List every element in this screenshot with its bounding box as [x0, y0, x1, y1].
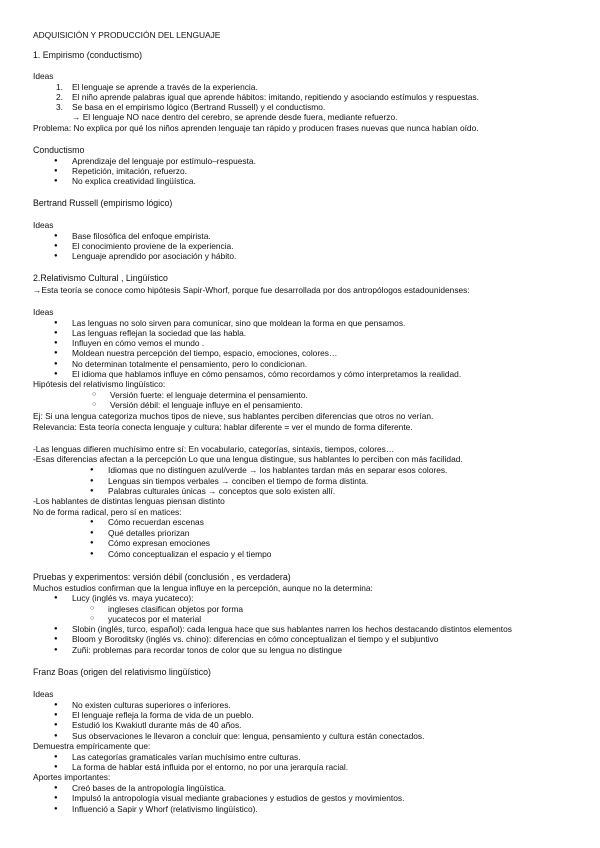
- problema-text: Problema: No explica por qué los niños aprenden lenguaje tan rápido y producen frases nuevas que nunca habían oído.: [33, 123, 479, 133]
- hablantes-text: -Los hablantes de distintas lenguas piensan distinto: [33, 496, 225, 506]
- ideas-label: Ideas: [33, 307, 54, 317]
- list-item: ● No explica creatividad lingüística.: [72, 176, 196, 186]
- relevancia-text: Relevancia: Esta teoría conecta lenguaje y cultura: hablar diferente = ver el mundo de forma diferente.: [33, 422, 413, 432]
- list-item: ● Moldean nuestra percepción del tiempo, espacio, emociones, colores…: [72, 348, 337, 358]
- list-item: ● Qué detalles priorizan: [108, 528, 189, 538]
- relativismo-intro: →Esta teoría se conoce como hipótesis Sapir-Whorf, porque fue desarrollada por dos antropólogos estadounidenses:: [33, 285, 470, 295]
- list-item: ● Sus observaciones le llevaron a concluir que: lengua, pensamiento y cultura están conectados.: [72, 731, 424, 741]
- numbered-item: 3. Se basa en el empirismo lógico (Bertrand Russell) y el conductismo.: [56, 102, 326, 112]
- diferencias-text: -Esas diferencias afectan a la percepción Lo que una lengua distingue, sus hablantes lo perciben con más facilidad.: [33, 454, 463, 464]
- list-item: ● No determinan totalmente el pensamiento, pero lo condicionan.: [72, 359, 307, 369]
- list-item: ● Bloom y Boroditsky (inglés vs. chino): diferencias en cómo conceptualizan el tiempo y el subjuntivo: [72, 634, 438, 644]
- list-item: ● Zuñi: problemas para recordar tonos de color que su lengua no distingue: [72, 645, 342, 655]
- demuestra-label: Demuestra empíricamente que:: [33, 741, 151, 751]
- item-number: 3.: [56, 102, 63, 112]
- list-item: ● No existen culturas superiores o inferiores.: [72, 700, 231, 710]
- section-heading-russell: Bertrand Russell (empirismo lógico): [33, 198, 173, 208]
- list-item: ● Slobin (inglés, turco, español): cada lengua hace que sus hablantes narren los hechos destacando distintos elementos: [72, 624, 512, 634]
- sub-list-item: ○ Versión débil: el lenguaje influye en el pensamiento.: [110, 400, 303, 410]
- list-item: ● Palabras culturales únicas → conceptos que solo existen allí.: [108, 486, 335, 496]
- list-item: ● Las lenguas no solo sirven para comunicar, sino que moldean la forma en que pensamos.: [72, 318, 405, 328]
- list-item: ● Lenguaje aprendido por asociación y hábito.: [72, 251, 236, 261]
- list-item: ● El idioma que hablamos influye en cómo pensamos, cómo recordamos y cómo interpretamos la realidad.: [72, 369, 461, 379]
- list-item: ● Influenció a Sapir y Whorf (relativismo lingüístico).: [72, 804, 258, 814]
- ideas-label: Ideas: [33, 220, 54, 230]
- ideas-label: Ideas: [33, 71, 54, 81]
- list-item: ● Cómo recuerdan escenas: [108, 517, 204, 527]
- sub-list-item: ○ yucatecos por el material: [108, 614, 201, 624]
- list-item: ● Estudió los Kwakiutl durante más de 40 años.: [72, 720, 241, 730]
- list-item: ● Las lenguas reflejan la sociedad que las habla.: [72, 328, 246, 338]
- ejemplo-text: Ej: Si una lengua categoriza muchos tipos de nieve, sus hablantes perciben diferencias que otros no verían.: [33, 411, 434, 421]
- difieren-text: -Las lenguas difieren muchísimo entre sí: En vocabulario, categorías, sintaxis, tiempos, colores…: [33, 444, 395, 454]
- list-item: ● Creó bases de la antropología lingüística.: [72, 783, 226, 793]
- list-item: ● Influyen en cómo vemos el mundo .: [72, 338, 204, 348]
- sub-list-item: ○ ingleses clasifican objetos por forma: [108, 604, 243, 614]
- list-item: ● Lucy (inglés vs. maya yucateco):: [72, 593, 194, 603]
- list-item: ● Las categorías gramaticales varían muchísimo entre culturas.: [72, 752, 301, 762]
- document-title: ADQUISICIÓN Y PRODUCCIÓN DEL LENGUAJE: [33, 30, 221, 40]
- list-item: ● Aprendizaje del lenguaje por estímulo–respuesta.: [72, 156, 256, 166]
- list-item: ● La forma de hablar está influida por el entorno, no por una jerarquía racial.: [72, 762, 348, 772]
- list-item: ● Repetición, imitación, refuerzo.: [72, 166, 187, 176]
- section-heading-pruebas: Pruebas y experimentos: versión débil (conclusión , es verdadera): [33, 572, 291, 582]
- numbered-item: 2. El niño aprende palabras igual que aprende hábitos: imitando, repitiendo y asociando estímulos y respuestas.: [56, 92, 479, 102]
- list-item: ● Cómo conceptualizan el espacio y el tiempo: [108, 549, 271, 559]
- arrow-note: → El lenguaje NO nace dentro del cerebro, se aprende desde fuera, mediante refuerzo.: [72, 112, 398, 122]
- ideas-label: Ideas: [33, 689, 54, 699]
- pruebas-intro: Muchos estudios confirman que la lengua influye en la percepción, aunque no la determina:: [33, 583, 373, 593]
- list-item: ● El lenguaje refleja la forma de vida de un pueblo.: [72, 710, 254, 720]
- list-item: ● Impulsó la antropología visual mediante grabaciones y estudios de gestos y movimientos.: [72, 793, 404, 803]
- item-number: 2.: [56, 92, 63, 102]
- list-item: ● Idiomas que no distinguen azul/verde → los hablantes tardan más en separar esos colores.: [108, 465, 447, 475]
- section-heading-boas: Franz Boas (origen del relativismo lingüístico): [33, 667, 211, 677]
- section-heading-conductismo: Conductismo: [33, 145, 85, 155]
- list-item: ● Lenguas sin tiempos verbales → conciben el tiempo de forma distinta.: [108, 476, 368, 486]
- list-item: ● Cómo expresan emociones: [108, 538, 210, 548]
- radical-text: No de forma radical, pero sí en matices:: [33, 507, 182, 517]
- item-number: 1.: [56, 82, 63, 92]
- numbered-item: 1. El lenguaje se aprende a través de la experiencia.: [56, 82, 258, 92]
- sub-list-item: ○ Versión fuerte: el lenguaje determina el pensamiento.: [110, 390, 308, 400]
- section-heading-empirismo: 1. Empirismo (conductismo): [33, 50, 143, 60]
- aportes-label: Aportes importantes:: [33, 772, 111, 782]
- hipotesis-label: Hipótesis del relativismo lingüístico:: [33, 379, 166, 389]
- list-item: ● El conocimiento proviene de la experiencia.: [72, 241, 234, 251]
- list-item: ● Base filosófica del enfoque empirista.: [72, 231, 211, 241]
- section-heading-relativismo: 2.Relativismo Cultural , Lingüístico: [33, 273, 168, 283]
